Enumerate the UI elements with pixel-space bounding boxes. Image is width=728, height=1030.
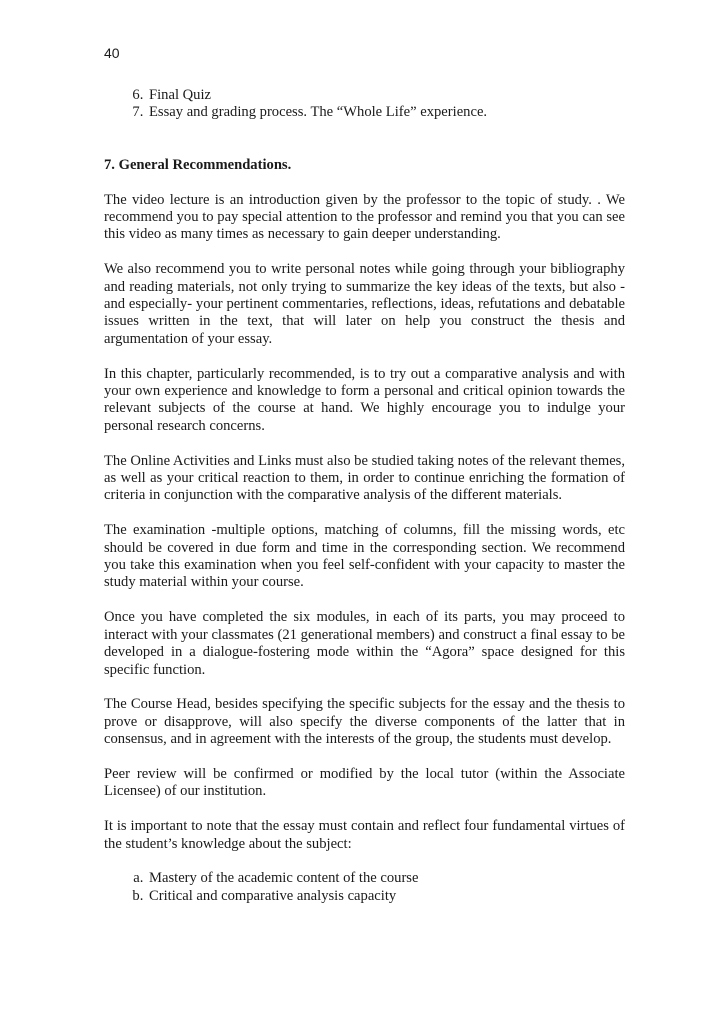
paragraph: Peer review will be confirmed or modified by the local tutor (within the Associate Licensee) of our institution. bbox=[104, 765, 625, 800]
page-number: 40 bbox=[104, 45, 120, 61]
page-content bbox=[104, 87, 625, 905]
lettered-list bbox=[104, 870, 625, 905]
list-item: 6. Final Quiz bbox=[147, 87, 625, 104]
section-heading: 7. General Recommendations. bbox=[104, 156, 292, 173]
paragraph: We also recommend you to write personal notes while going through your bibliography and reading materials, not only trying to summarize the key ideas of the texts, but also -and especially- your pertinent commentaries, reflections, ideas, refutations and debatable issues written in the text, that will later on help you construct the thesis and argumentation of your essay. bbox=[104, 261, 625, 347]
list-item: b. Critical and comparative analysis capacity bbox=[147, 888, 625, 905]
paragraph: Once you have completed the six modules, in each of its parts, you may proceed to interact with your classmates (21 generational members) and construct a final essay to be developed in a dialogue-fostering mode within the “Agora” space designed for this specific function. bbox=[104, 609, 625, 678]
numbered-list bbox=[104, 87, 625, 122]
paragraph: The Course Head, besides specifying the specific subjects for the essay and the thesis to prove or disapprove, will also specify the diverse components of the latter that in consensus, and in agreement with the interests of the group, the students must develop. bbox=[104, 696, 625, 748]
paragraph: In this chapter, particularly recommended, is to try out a comparative analysis and with your own experience and knowledge to form a personal and critical opinion towards the relevant subjects of the course at hand. We highly encourage you to indulge your personal research concerns. bbox=[104, 365, 625, 434]
paragraph: The Online Activities and Links must also be studied taking notes of the relevant themes, as well as your critical reaction to them, in order to continue enriching the formation of criteria in conjunction with the comparative analysis of the different materials. bbox=[104, 452, 625, 504]
paragraph: The video lecture is an introduction given by the professor to the topic of study. . We recommend you to pay special attention to the professor and remind you that you can see this video as many times as necessary to gain deeper understanding. bbox=[104, 191, 625, 243]
paragraph: The examination -multiple options, matching of columns, fill the missing words, etc should be covered in due form and time in the corresponding section. We recommend you take this examination when you feel self-confident with your capacity to master the study material within your course. bbox=[104, 522, 625, 591]
list-item: a. Mastery of the academic content of the course bbox=[147, 870, 625, 887]
list-item: 7. Essay and grading process. The “Whole Life” experience. bbox=[147, 104, 625, 121]
paragraph: It is important to note that the essay must contain and reflect four fundamental virtues of the student’s knowledge about the subject: bbox=[104, 818, 625, 852]
